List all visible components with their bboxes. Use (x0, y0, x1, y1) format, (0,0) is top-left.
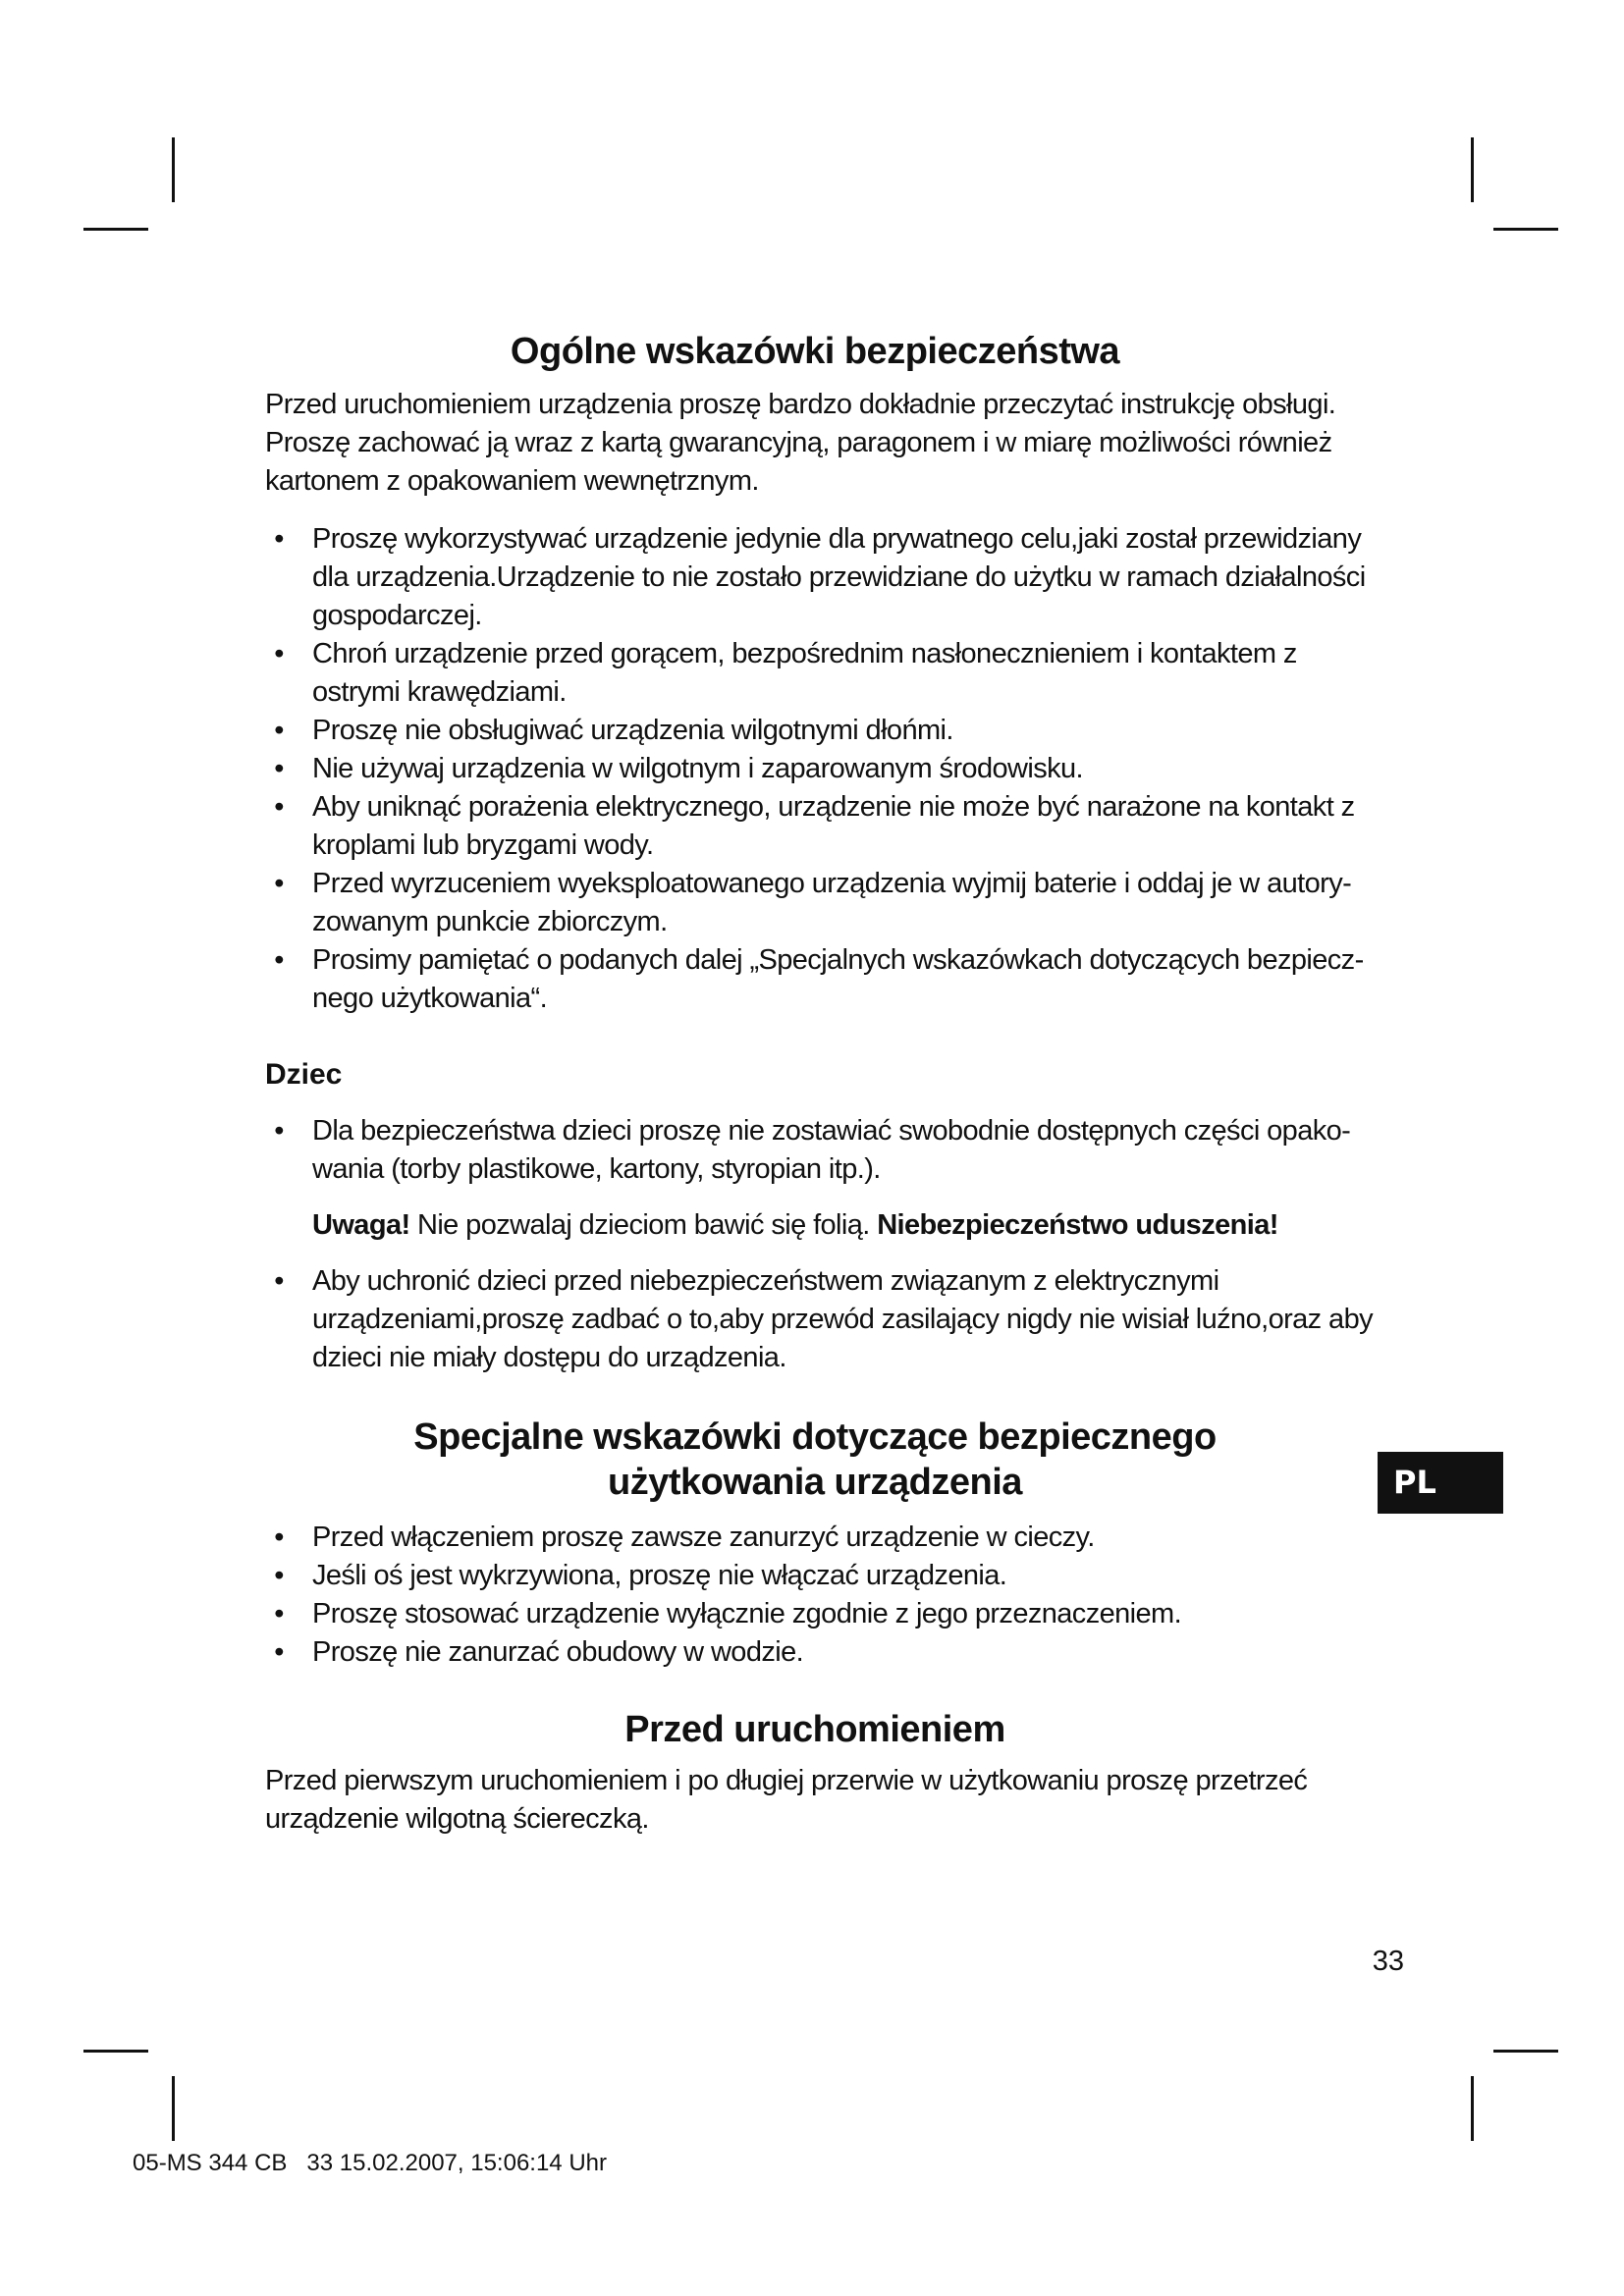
bullet-marker: • (274, 638, 284, 669)
section-title-before-startup: Przed uruchomieniem (624, 1709, 1005, 1750)
bullet-marker: • (274, 791, 284, 823)
list-item: • Proszę nie zanurzać obudowy w wodzie. (265, 1633, 1384, 1672)
bullet-marker: • (274, 1560, 284, 1591)
list-item: • Aby uchronić dzieci przed niebezpieczeństwem związanym z elektrycznymi urządzeniami,proszę zadbać o to,aby przewód zasilający nigdy nie wisiał luźno,oraz aby dzieci nie miały dostępu do urządzenia. (265, 1262, 1384, 1377)
bullet-marker: • (274, 523, 284, 555)
bullet-marker: • (274, 944, 284, 976)
bullet-marker: • (274, 753, 284, 784)
before-startup-paragraph: Przed pierwszym uruchomieniem i po długiej przerwie w użytkowaniu proszę przetrzeć urządzenie wilgotną ściereczką. (265, 1765, 1308, 1835)
list-item: • Aby uniknąć porażenia elektrycznego, urządzenie nie może być narażone na kontakt z kroplami lub bryzgami wody. (265, 788, 1384, 865)
children-heading: Dziec (265, 1058, 343, 1091)
bullet-marker: • (274, 1598, 284, 1629)
danger-label: Niebezpieczeństwo uduszenia! (877, 1209, 1278, 1241)
warning-note (265, 1206, 1384, 1245)
bullet-marker: • (274, 1522, 284, 1553)
list-item: • Jeśli oś jest wykrzywiona, proszę nie włączać urządzenia. (265, 1557, 1384, 1595)
crop-mark-top-right-horizontal (1493, 228, 1558, 231)
crop-mark-top-left-vertical (172, 137, 175, 202)
crop-mark-bottom-right-vertical (1471, 2076, 1474, 2141)
section-title-general-safety: Ogólne wskazówki bezpieczeństwa (510, 331, 1120, 372)
list-item: • Nie używaj urządzenia w wilgotnym i zaparowanym środowisku. (265, 750, 1384, 788)
warning-label: Uwaga! (312, 1209, 410, 1241)
list-item: • Przed włączeniem proszę zawsze zanurzyć urządzenie w cieczy. (265, 1519, 1384, 1557)
list-item: • Dla bezpieczeństwa dzieci proszę nie zostawiać swobodnie dostępnych części opakowania (torby plastikowe, kartony, styropian itp.). (265, 1112, 1384, 1189)
section-title-special-safety: Specjalne wskazówki dotyczące bezpiecznego użytkowania urządzenia (413, 1416, 1217, 1503)
crop-mark-bottom-right-horizontal (1493, 2050, 1558, 2053)
crop-mark-top-right-vertical (1471, 137, 1474, 202)
crop-mark-top-left-horizontal (83, 228, 148, 231)
bullet-marker: • (274, 715, 284, 746)
language-tab: PL (1378, 1452, 1503, 1514)
crop-mark-bottom-left-horizontal (83, 2050, 148, 2053)
list-item: • Chroń urządzenie przed gorącem, bezpośrednim nasłonecznieniem i kontaktem z ostrymi krawędziami. (265, 635, 1384, 712)
bullet-marker: • (274, 1115, 284, 1147)
children-bullet-list-1 (265, 1112, 1384, 1189)
list-item: • Przed wyrzuceniem wyeksploatowanego urządzenia wyjmij baterie i oddaj je w autoryzowanym punkcie zbiorczym. (265, 865, 1384, 941)
children-bullet-list-2 (265, 1262, 1384, 1377)
warning-text: Nie pozwalaj dzieciom bawić się folią. (409, 1209, 878, 1241)
bullet-marker: • (274, 1265, 284, 1297)
list-item: • Proszę nie obsługiwać urządzenia wilgotnymi dłońmi. (265, 712, 1384, 750)
list-item: • Prosimy pamiętać o podanych dalej „Specjalnych wskazówkach dotyczących bezpiecznego użytkowania“. (265, 941, 1384, 1018)
safety-bullet-list (265, 520, 1384, 1018)
page-number: 33 (1372, 1946, 1404, 1977)
bullet-marker: • (274, 1636, 284, 1668)
bullet-marker: • (274, 868, 284, 899)
list-item: • Proszę wykorzystywać urządzenie jedynie dla prywatnego celu,jaki został przewidziany dla urządzenia.Urządzenie to nie zostało przewidziane do użytku w ramach działalności gospodarczej. (265, 520, 1384, 635)
special-safety-bullet-list (265, 1519, 1384, 1672)
crop-mark-bottom-left-vertical (172, 2076, 175, 2141)
print-footer: 05-MS 344 CB 33 15.02.2007, 15:06:14 Uhr (133, 2150, 607, 2176)
list-item: • Proszę stosować urządzenie wyłącznie zgodnie z jego przeznaczeniem. (265, 1595, 1384, 1633)
intro-paragraph: Przed uruchomieniem urządzenia proszę bardzo dokładnie przeczytać instrukcję obsługi. Proszę zachować ją wraz z kartą gwarancyjną, paragonem i w miarę możliwości również kartonem z opakowaniem wewnętrznym. (265, 389, 1336, 497)
main-content (265, 329, 1384, 1839)
